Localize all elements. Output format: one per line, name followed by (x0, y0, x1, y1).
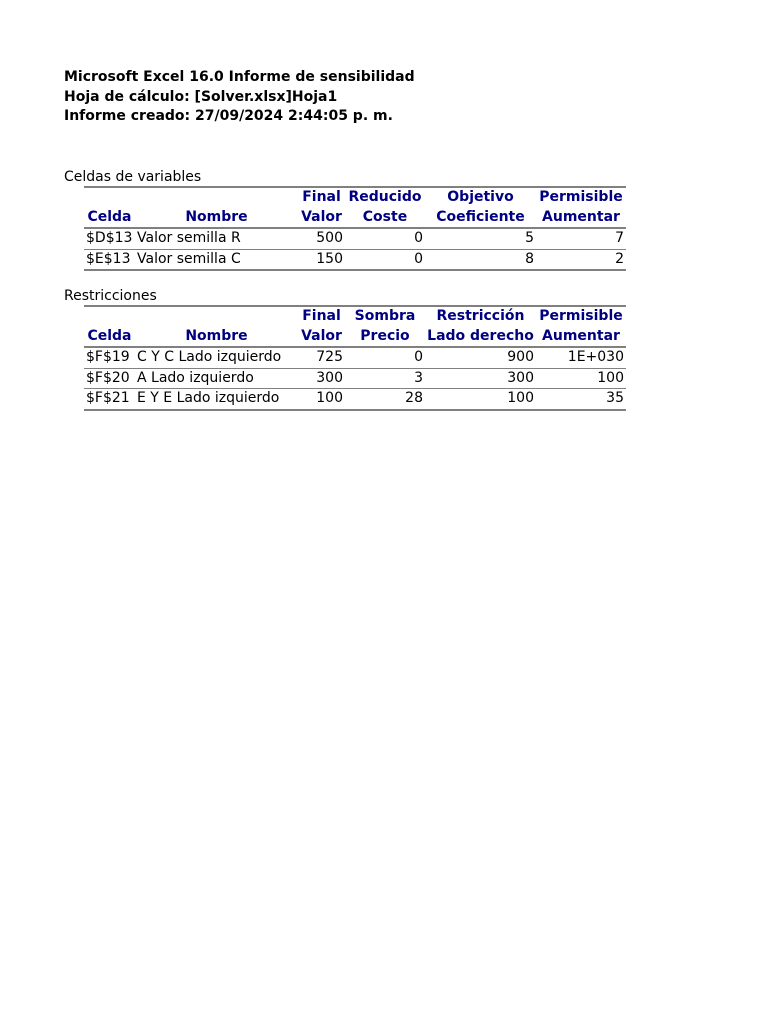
cell-celda: $F$19 (84, 347, 135, 368)
variables-header-row-bottom (84, 208, 626, 229)
cell-permisible-aumentar: 1E+030 (536, 347, 626, 368)
cell-celda: $D$13 (84, 228, 135, 249)
constraints-table (84, 305, 626, 411)
table-row (84, 368, 626, 389)
table-row (84, 347, 626, 368)
header-cell (84, 306, 135, 327)
header-cell: Objetivo (425, 187, 536, 208)
cell-objetivo-coeficiente: 8 (425, 249, 536, 270)
header-cell: Reducido (345, 187, 425, 208)
constraints-section-title: Restricciones (64, 288, 157, 304)
report-header (64, 68, 415, 127)
variables-table (84, 186, 626, 271)
cell-permisible-aumentar: 7 (536, 228, 626, 249)
header-cell: Precio (345, 327, 425, 348)
cell-nombre: Valor semilla C (135, 249, 298, 270)
cell-reducido-coste: 0 (345, 228, 425, 249)
header-cell: Aumentar (536, 327, 626, 348)
header-cell: Sombra (345, 306, 425, 327)
header-cell: Celda (84, 208, 135, 229)
header-cell: Valor (298, 208, 345, 229)
header-cell: Permisible (536, 187, 626, 208)
cell-final-valor: 150 (298, 249, 345, 270)
report-created: Informe creado: 27/09/2024 2:44:05 p. m. (64, 108, 393, 124)
table-row (84, 249, 626, 270)
cell-sombra-precio: 28 (345, 389, 425, 410)
header-cell: Restricción (425, 306, 536, 327)
cell-final-valor: 300 (298, 368, 345, 389)
cell-permisible-aumentar: 100 (536, 368, 626, 389)
header-cell: Final (298, 306, 345, 327)
constraints-header-row-top (84, 306, 626, 327)
cell-restriccion-lado-derecho: 300 (425, 368, 536, 389)
header-cell (84, 187, 135, 208)
header-cell (135, 306, 298, 327)
cell-objetivo-coeficiente: 5 (425, 228, 536, 249)
header-cell: Aumentar (536, 208, 626, 229)
header-cell: Final (298, 187, 345, 208)
cell-nombre: C Y C Lado izquierdo (135, 347, 298, 368)
report-title: Microsoft Excel 16.0 Informe de sensibilidad (64, 69, 415, 85)
variables-header-row-top (84, 187, 626, 208)
header-cell: Valor (298, 327, 345, 348)
cell-celda: $F$20 (84, 368, 135, 389)
cell-celda: $F$21 (84, 389, 135, 410)
variables-section-title: Celdas de variables (64, 169, 202, 185)
header-cell: Permisible (536, 306, 626, 327)
cell-nombre: Valor semilla R (135, 228, 298, 249)
header-cell: Nombre (135, 208, 298, 229)
header-cell (135, 187, 298, 208)
cell-permisible-aumentar: 35 (536, 389, 626, 410)
cell-nombre: E Y E Lado izquierdo (135, 389, 298, 410)
cell-final-valor: 500 (298, 228, 345, 249)
cell-reducido-coste: 0 (345, 249, 425, 270)
cell-nombre: A Lado izquierdo (135, 368, 298, 389)
header-cell: Lado derecho (425, 327, 536, 348)
cell-sombra-precio: 3 (345, 368, 425, 389)
header-cell: Coeficiente (425, 208, 536, 229)
cell-final-valor: 725 (298, 347, 345, 368)
table-row (84, 389, 626, 410)
header-cell: Coste (345, 208, 425, 229)
cell-permisible-aumentar: 2 (536, 249, 626, 270)
cell-restriccion-lado-derecho: 100 (425, 389, 536, 410)
table-row (84, 228, 626, 249)
header-cell: Nombre (135, 327, 298, 348)
cell-restriccion-lado-derecho: 900 (425, 347, 536, 368)
cell-celda: $E$13 (84, 249, 135, 270)
header-cell: Celda (84, 327, 135, 348)
report-sheet: Hoja de cálculo: [Solver.xlsx]Hoja1 (64, 88, 338, 105)
cell-sombra-precio: 0 (345, 347, 425, 368)
cell-final-valor: 100 (298, 389, 345, 410)
constraints-header-row-bottom (84, 327, 626, 348)
